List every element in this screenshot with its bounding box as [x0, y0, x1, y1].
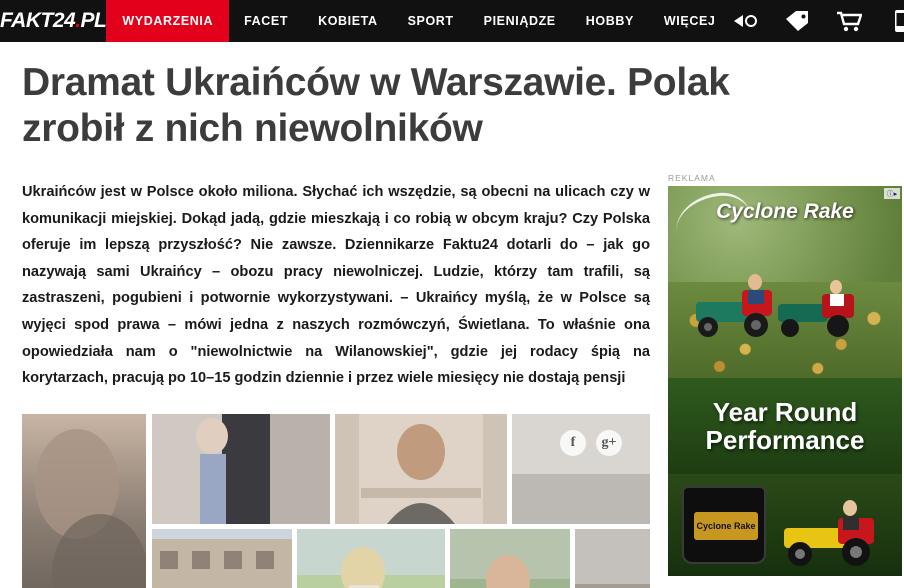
- advertisement-banner[interactable]: [668, 186, 902, 576]
- nav-item-wydarzenia-label: WYDARZENIA: [122, 14, 214, 28]
- ad-tractor-graphic: [776, 498, 886, 570]
- nav-icon-group: [730, 0, 904, 42]
- nav-item-wydarzenia[interactable]: [106, 0, 229, 42]
- tag-icon[interactable]: [782, 6, 812, 36]
- nav-item-hobby-label: HOBBY: [585, 14, 634, 28]
- article-lead: Ukraińców jest w Polsce około miliona. Słychać ich wszędzie, są obecni na ulicach czy w komunikacji miejskiej. Dokąd jadą, gdzie mieszkają i co robią w obcym kraju? Czy Polska oferuje im lepszą przyszłość? Nie zawsze. Dziennikarze Faktu24 dotarli do – jak go nazywają sami Ukraińcy – obozu pracy niewolniczej. Ludzie, którzy tam trafili, są zastraszeni, pogubieni i potwornie wykorzystywani. – Ukraińcy myślą, że w Polsce są wyjęci spod prawa – mówi jedna z naszych rozmówczyń, Świetlana. To właśnie ona opowiedziała nam o "niewolnictwie na Wilanowskiej", gdzie jej rodacy śpią na korytarzach, pracują po 10–15 godzin dziennie i przez wiele miesięcy nie dostają pensji: [22, 184, 650, 387]
- share-buttons: [560, 430, 622, 456]
- gallery-photo-8[interactable]: [575, 529, 650, 588]
- gallery-photo-7[interactable]: [450, 529, 570, 588]
- nav-item-wiecej-label: WIĘCEJ: [663, 14, 716, 28]
- content-area: [0, 155, 904, 588]
- ad-tagline-line-1: Year Round: [712, 396, 858, 427]
- nav-item-facet-label: FACET: [244, 14, 289, 28]
- nav-item-facet[interactable]: [229, 0, 303, 42]
- site-logo[interactable]: [0, 0, 106, 42]
- logo-suffix: PL: [80, 9, 107, 32]
- photo-gallery: [22, 414, 650, 588]
- logo-dot: .: [75, 9, 81, 32]
- video-icon[interactable]: [730, 6, 760, 36]
- share-facebook-button[interactable]: f: [560, 430, 586, 456]
- ad-mower-graphic-1: [686, 272, 778, 342]
- ad-collector-bag: [682, 486, 766, 564]
- gallery-photo-3[interactable]: [335, 414, 507, 524]
- gallery-photo-5[interactable]: [152, 529, 292, 588]
- share-googleplus-button[interactable]: g+: [596, 430, 622, 456]
- nav-item-sport[interactable]: [393, 0, 469, 42]
- nav-item-pieniadze[interactable]: [469, 0, 571, 42]
- ad-label: REKLAMA: [668, 173, 716, 184]
- ad-tagline-line-2: Performance: [705, 425, 865, 456]
- article-column: [22, 155, 650, 588]
- mobile-icon[interactable]: [886, 6, 904, 36]
- page-title: [0, 42, 904, 155]
- nav-item-pieniadze-label: PIENIĄDZE: [483, 14, 556, 28]
- nav-item-sport-label: SPORT: [407, 14, 454, 28]
- headline-line-2: zrobił z nich niewolników: [22, 106, 483, 150]
- ad-mower-graphic-2: [772, 278, 868, 342]
- nav-item-wiecej[interactable]: [649, 0, 731, 42]
- adchoices-icon[interactable]: ⓘ▸: [884, 188, 900, 199]
- headline-line-1: Dramat Ukraińców w Warszawie. Polak: [22, 61, 730, 104]
- gallery-photo-1[interactable]: [22, 414, 146, 588]
- nav-item-kobieta-label: KOBIETA: [318, 14, 378, 28]
- gallery-photo-6[interactable]: [297, 529, 445, 588]
- nav-item-hobby[interactable]: [571, 0, 649, 42]
- site-logo-text: [0, 9, 106, 33]
- gallery-photo-4[interactable]: [512, 414, 650, 524]
- ad-bag-logo: Cyclone Rake: [694, 512, 758, 540]
- logo-main: FAKT24: [0, 9, 76, 32]
- gallery-photo-2[interactable]: [152, 414, 330, 524]
- ad-tagline-band: [668, 378, 902, 474]
- top-navigation-bar: [0, 0, 904, 42]
- cart-icon[interactable]: [834, 6, 864, 36]
- advertisement-column: [668, 173, 902, 588]
- ad-brand-title: Cyclone Rake: [716, 200, 854, 224]
- nav-item-kobieta[interactable]: [303, 0, 393, 42]
